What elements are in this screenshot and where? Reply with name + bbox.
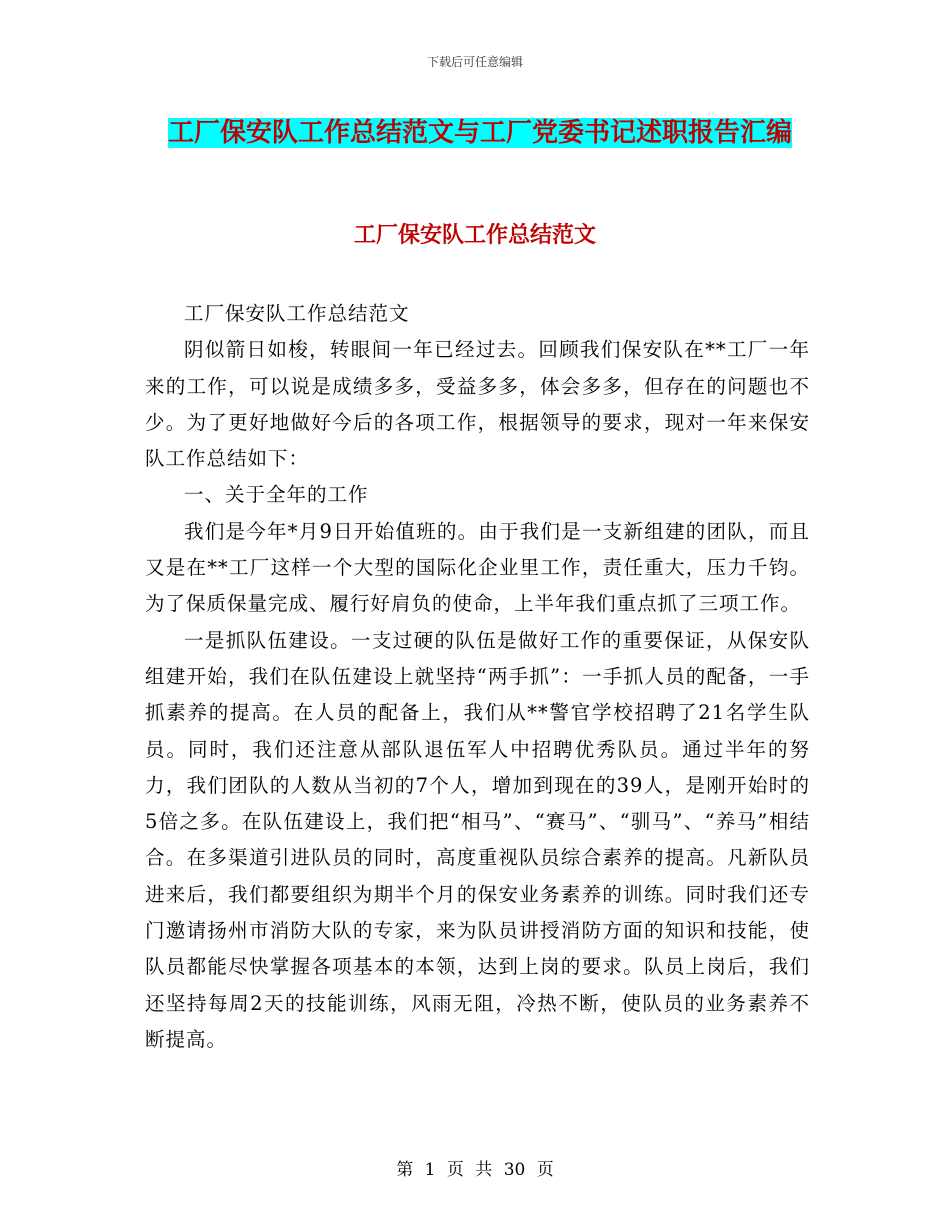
section-title: 工厂保安队工作总结范文 [353, 223, 596, 248]
paragraph: 工厂保安队工作总结范文 [184, 302, 410, 325]
paragraph: 我们是今年*月9日开始值班的。由于我们是一支新组建的团队，而且又是在**工厂这样一个大型的国际化企业里工作，责任重大，压力千钧。为了保质保量完成、履行好肩负的使命，上半年我们重点抓了三项工作。 [145, 519, 810, 616]
paragraph: 阴似箭日如梭，转眼间一年已经过去。回顾我们保安队在**工厂一年来的工作，可以说是成绩多多，受益多多，体会多多，但存在的问题也不少。为了更好地做好今后的各项工作，根据领导的要求，现对一年来保安队工作总结如下： [145, 338, 810, 471]
document-title [150, 110, 810, 156]
document-title-text: 工厂保安队工作总结范文与工厂党委书记述职报告汇编 [167, 118, 792, 148]
page-footer: 第 1 页 共 30 页 [396, 1160, 554, 1180]
header-note: 下载后可任意编辑 [426, 55, 523, 69]
document-body [145, 296, 810, 1058]
paragraph: 一、关于全年的工作 [184, 483, 369, 507]
paragraph: 一是抓队伍建设。一支过硬的队伍是做好工作的重要保证，从保安队组建开始，我们在队伍建设上就坚持“两手抓”：一手抓人员的配备，一手抓素养的提高。在人员的配备上，我们从**警官学校招聘了21名学生队员。同时，我们还注意从部队退伍军人中招聘优秀队员。通过半年的努力，我们团队的人数从当初的7个人，增加到现在的39人，是刚开始时的5倍之多。在队伍建设上，我们把“相马”、“赛马”、“驯马”、“养马”相结合。在多渠道引进队员的同时，高度重视队员综合素养的提高。凡新队员进来后，我们都要组织为期半个月的保安业务素养的训练。同时我们还专门邀请扬州市消防大队的专家，来为队员讲授消防方面的知识和技能，使队员都能尽快掌握各项基本的本领，达到上岗的要求。队员上岗后，我们还坚持每周2天的技能训练，风雨无阻，冷热不断，使队员的业务素养不断提高。 [145, 628, 810, 1051]
